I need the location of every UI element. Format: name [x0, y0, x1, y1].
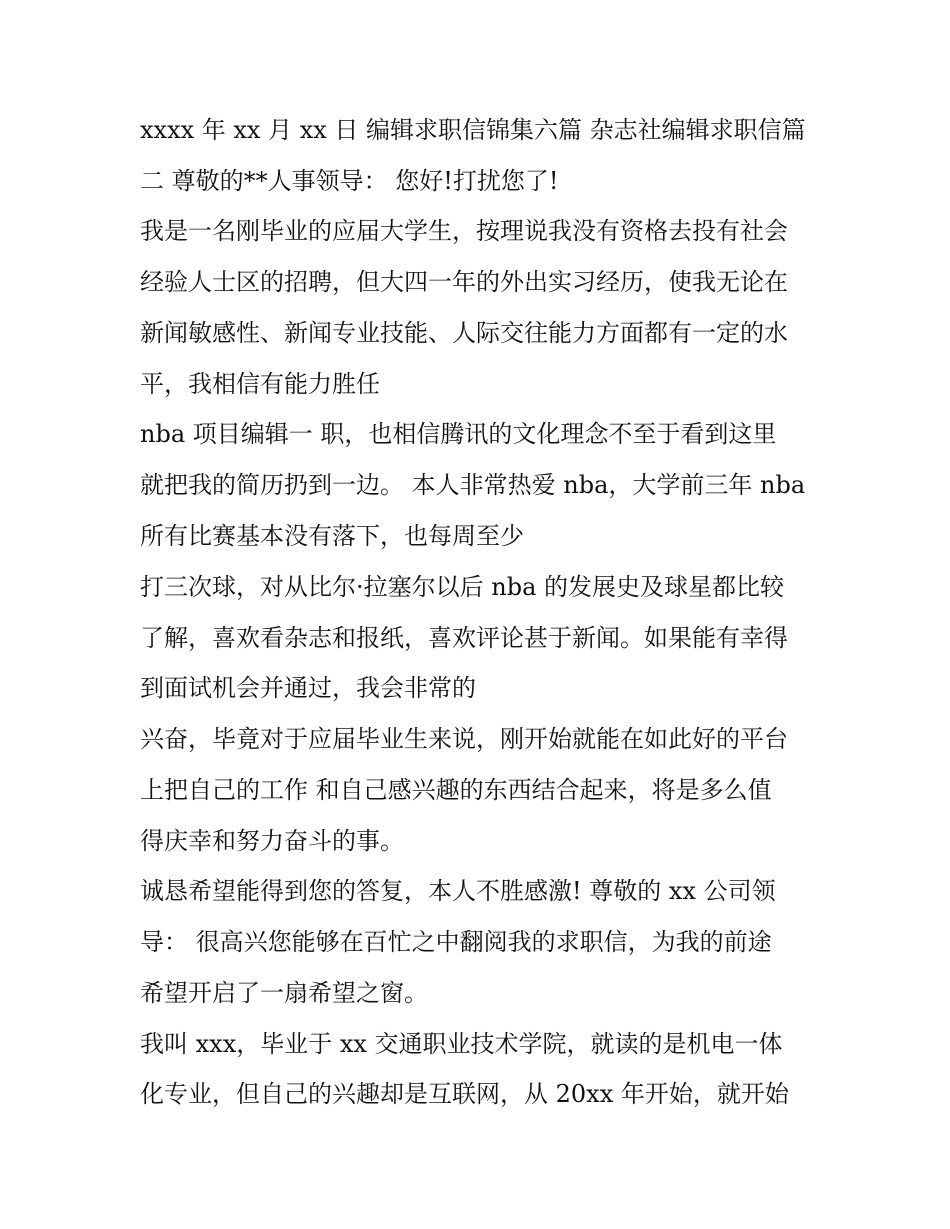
text-line: 所有比赛基本没有落下，也每周至少	[140, 522, 524, 550]
text-line: xxxx 年 xx 月 xx 日 编辑求职信锦集六篇 杂志社编辑求职信篇	[140, 116, 806, 144]
text-line: 上把自己的工作 和自己感兴趣的东西结合起来，将是多么值	[140, 776, 772, 804]
text-line: 导： 很高兴您能够在百忙之中翻阅我的求职信，为我的前途	[140, 928, 772, 956]
text-line: 新闻敏感性、新闻专业技能、人际交往能力方面都有一定的水	[140, 319, 788, 347]
text-line: 我叫 xxx，毕业于 xx 交通职业技术学院，就读的是机电一体	[140, 1030, 783, 1058]
text-line: 化专业，但自己的兴趣却是互联网，从 20xx 年开始，就开始	[140, 1080, 789, 1108]
text-line: 打三次球，对从比尔·拉塞尔以后 nba 的发展史及球星都比较	[140, 573, 785, 601]
text-line: 经验人士区的招聘，但大四一年的外出实习经历，使我无论在	[140, 268, 788, 296]
text-line: 希望开启了一扇希望之窗。	[140, 979, 428, 1007]
text-line: 兴奋，毕竟对于应届毕业生来说，刚开始就能在如此好的平台	[140, 725, 788, 753]
text-line: 我是一名刚毕业的应届大学生，按理说我没有资格去投有社会	[140, 217, 788, 245]
text-line: 二 尊敬的**人事领导： 您好!打扰您了!	[140, 167, 559, 195]
text-line: 得庆幸和努力奋斗的事。	[140, 827, 404, 855]
text-line: 了解，喜欢看杂志和报纸，喜欢评论甚于新闻。如果能有幸得	[140, 624, 788, 652]
text-line: nba 项目编辑一 职，也相信腾讯的文化理念不至于看到这里	[140, 420, 777, 448]
text-line: 到面试机会并通过，我会非常的	[140, 674, 476, 702]
text-line: 平，我相信有能力胜任	[140, 370, 380, 398]
text-line: 就把我的简历扔到一边。 本人非常热爱 nba，大学前三年 nba	[140, 471, 806, 499]
text-line: 诚恳希望能得到您的答复，本人不胜感激! 尊敬的 xx 公司领	[140, 877, 776, 905]
